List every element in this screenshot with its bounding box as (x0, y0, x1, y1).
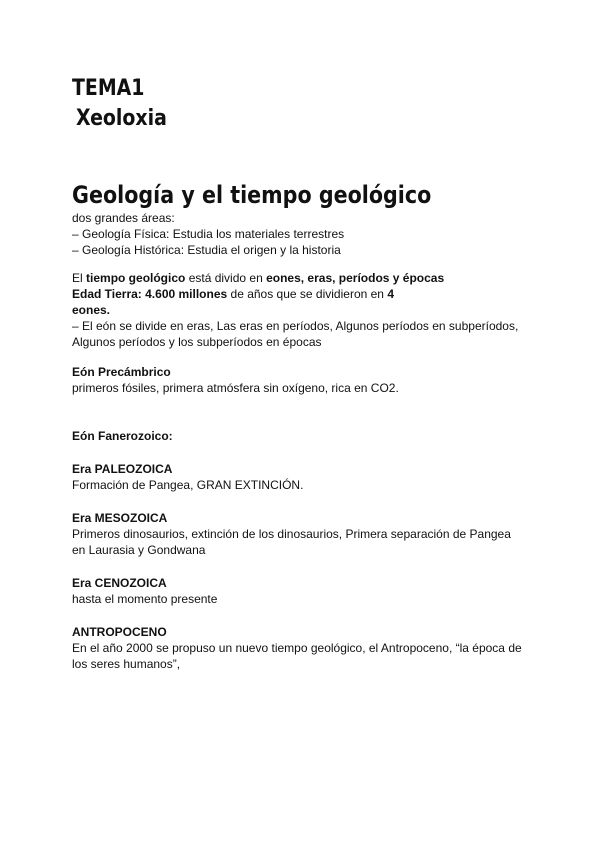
era-heading: Era CENOZOICA (72, 576, 167, 590)
tema-title: TEMA1 (72, 76, 145, 101)
areas-intro: dos grandes áreas: (72, 211, 175, 225)
document-page (72, 74, 562, 672)
text-run-bold: tiempo geológico (86, 271, 186, 285)
section-title: Geología y el tiempo geológico (72, 181, 432, 209)
text-run: El (72, 271, 87, 285)
tiempo-line: – El eón se divide en eras, Las eras en períodos, Algunos períodos en subperíodos, (72, 319, 519, 333)
tiempo-block (72, 270, 562, 350)
eon-heading: Eón Fanerozoico: (72, 429, 173, 443)
tiempo-line: eones. (72, 303, 111, 317)
era-heading: Era PALEOZOICA (72, 462, 173, 476)
era-text: en Laurasia y Gondwana (72, 543, 206, 557)
mesozoica-block (72, 510, 562, 558)
fanerozoico-block (72, 428, 562, 444)
tiempo-line (72, 270, 562, 286)
eon-text: primeros fósiles, primera atmósfera sin oxígeno, rica en CO2. (72, 381, 399, 395)
text-run: de años que se dividieron en (227, 287, 388, 301)
era-text: Primeros dinosaurios, extinción de los dinosaurios, Primera separación de Pangea (72, 527, 511, 541)
era-heading: ANTROPOCENO (72, 625, 167, 639)
subject-title: Xeoloxia (76, 106, 167, 131)
precambrico-block (72, 364, 562, 396)
tiempo-line: Algunos períodos y los subperíodos en épocas (72, 335, 322, 349)
tiempo-line (72, 286, 562, 302)
antropoceno-block (72, 624, 562, 672)
text-run-bold: eones, eras, períodos y épocas (266, 271, 445, 285)
text-run: está divido en (185, 271, 267, 285)
eon-heading: Eón Precámbrico (72, 365, 171, 379)
era-text: hasta el momento presente (72, 592, 218, 606)
paleozoica-block (72, 461, 562, 493)
areas-block (72, 210, 562, 258)
era-text: Formación de Pangea, GRAN EXTINCIÓN. (72, 478, 304, 492)
era-heading: Era MESOZOICA (72, 511, 168, 525)
text-run-bold: Edad Tierra: 4.600 millones (72, 287, 228, 301)
area-item: – Geología Física: Estudia los materiales terrestres (72, 227, 345, 241)
cenozoica-block (72, 575, 562, 607)
era-text: los seres humanos”, (72, 657, 181, 671)
text-run-bold: 4 (387, 287, 394, 301)
area-item: – Geología Histórica: Estudia el origen y la historia (72, 243, 341, 257)
era-text: En el año 2000 se propuso un nuevo tiempo geológico, el Antropoceno, “la época de (72, 641, 522, 655)
